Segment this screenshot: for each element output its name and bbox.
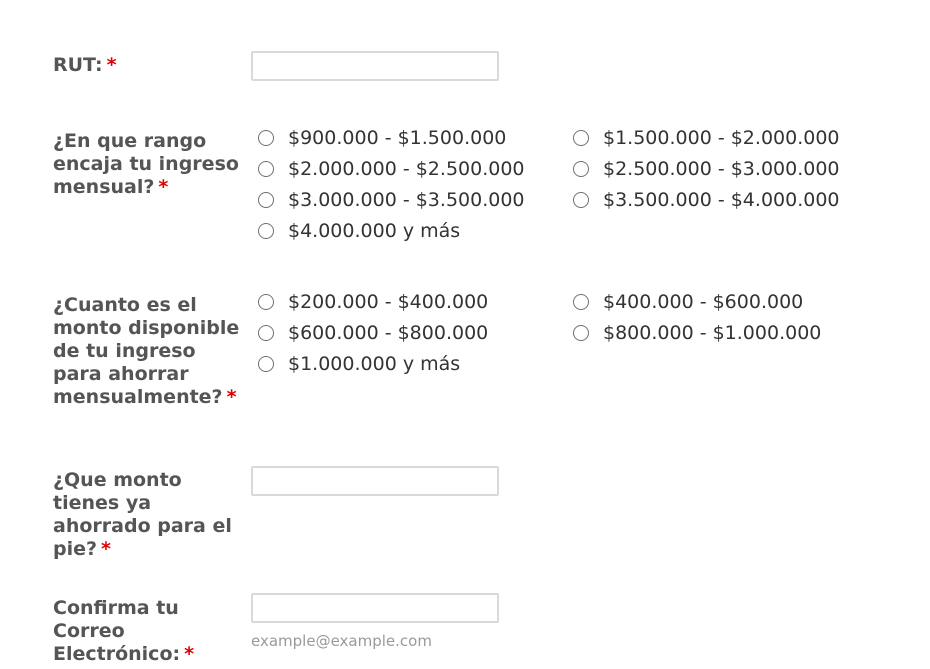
required-asterisk: *	[101, 538, 111, 560]
rut-input[interactable]	[251, 51, 499, 81]
radio-button[interactable]	[258, 325, 274, 341]
required-asterisk: *	[158, 176, 169, 198]
income-range-label: ¿En que rango encaja tu ingreso mensual? *	[53, 130, 239, 198]
monthly-savings-label: ¿Cuanto es el monto disponible de tu ingreso para ahorrar mensualmente? *	[53, 294, 240, 408]
radio-button[interactable]	[573, 130, 589, 146]
savings-option[interactable]	[258, 290, 488, 314]
income-option-label: $2.500.000 - $3.000.000	[603, 158, 840, 180]
radio-button[interactable]	[258, 192, 274, 208]
income-option-label: $2.000.000 - $2.500.000	[288, 158, 525, 180]
radio-button[interactable]	[258, 161, 274, 177]
down-payment-row	[53, 469, 913, 569]
income-option[interactable]	[258, 157, 525, 181]
income-option-label: $3.000.000 - $3.500.000	[288, 189, 525, 211]
rut-row	[53, 54, 913, 94]
savings-option-label: $800.000 - $1.000.000	[603, 322, 822, 344]
income-option-label: $900.000 - $1.500.000	[288, 127, 507, 149]
savings-option[interactable]	[573, 290, 803, 314]
savings-option-label: $200.000 - $400.000	[288, 291, 489, 313]
required-asterisk: *	[226, 386, 237, 408]
email-example-hint: example@example.com	[251, 632, 432, 650]
savings-option-label: $400.000 - $600.000	[603, 291, 804, 313]
monthly-savings-row	[53, 291, 913, 434]
confirm-email-row	[53, 597, 913, 669]
radio-button[interactable]	[258, 356, 274, 372]
radio-button[interactable]	[258, 223, 274, 239]
down-payment-input[interactable]	[251, 466, 499, 496]
savings-option-label: $600.000 - $800.000	[288, 322, 489, 344]
confirm-email-input[interactable]	[251, 593, 499, 623]
radio-button[interactable]	[573, 192, 589, 208]
radio-button[interactable]	[258, 130, 274, 146]
down-payment-label: ¿Que monto tienes ya ahorrado para el pie? *	[53, 469, 232, 560]
income-option[interactable]	[573, 188, 840, 212]
radio-button[interactable]	[258, 294, 274, 310]
income-option[interactable]	[258, 219, 460, 243]
radio-button[interactable]	[573, 294, 589, 310]
required-asterisk: *	[184, 643, 195, 665]
income-option-label: $4.000.000 y más	[288, 220, 461, 242]
income-option-label: $3.500.000 - $4.000.000	[603, 189, 840, 211]
savings-option[interactable]	[258, 352, 460, 376]
rut-label: RUT: *	[53, 54, 117, 76]
radio-button[interactable]	[573, 325, 589, 341]
income-option[interactable]	[573, 157, 840, 181]
savings-option[interactable]	[573, 321, 821, 345]
savings-option[interactable]	[258, 321, 488, 345]
income-option[interactable]	[258, 188, 525, 212]
income-range-row	[53, 127, 913, 270]
income-option[interactable]	[573, 126, 840, 150]
income-option[interactable]	[258, 126, 506, 150]
radio-button[interactable]	[573, 161, 589, 177]
savings-option-label: $1.000.000 y más	[288, 353, 461, 375]
confirm-email-label: Confirma tu Correo Electrónico: *	[53, 597, 195, 665]
required-asterisk: *	[106, 54, 117, 76]
income-option-label: $1.500.000 - $2.000.000	[603, 127, 840, 149]
